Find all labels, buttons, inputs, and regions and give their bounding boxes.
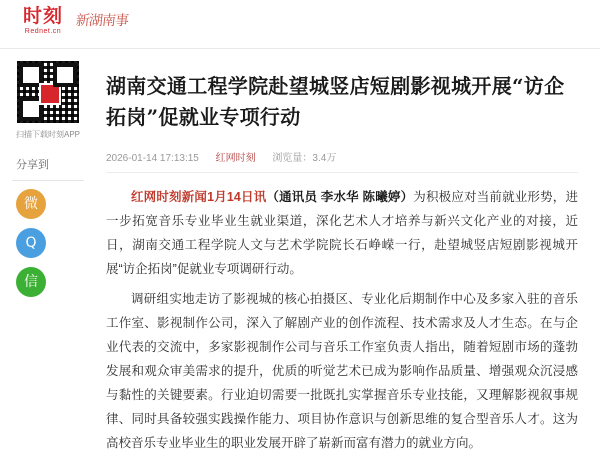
logo-main-text: 时刻 <box>22 5 63 27</box>
paragraph-text: 调研组实地走访了影视城的核心拍摄区、专业化后期制作中心及多家入驻的音乐工作室、影视制作公司，深入了解剧产业的创作流程、技术需求及人才生态。在与企业代表的交流中，多家影视制作公司与音乐工作室负责人指出，随着短剧市场的蓬勃发展和观众审美需求的提升，优质的听觉艺术已成为影响作品质量、增强观众沉浸感与黏性的关键要素。行业迫切需要一批既扎实掌握音乐专业技能，又理解影视叙事规律、同时具备较强实践操作能力、项目协作意识与创新思维的复合型音乐人才。这为高校音乐专业毕业生的职业发展开辟了崭新而富有潜力的就业方向。 <box>106 292 578 450</box>
paragraph-byline: （通讯员 李水华 陈曦婷） <box>266 190 414 204</box>
sidebar <box>0 49 96 461</box>
page-title: 湖南交通工程学院赴望城竖店短剧影视城开展“访企拓岗”促就业专项行动 <box>106 74 565 129</box>
logo-sub-text: Rednet.cn <box>24 28 62 35</box>
site-logo[interactable] <box>12 6 74 36</box>
share-wechat-button[interactable] <box>16 267 46 297</box>
brush-calligraphy-icon <box>76 10 136 36</box>
paragraph-lead: 红网时刻新闻1月14日讯 <box>131 190 267 204</box>
brush-mark-text: 新湖南事 <box>75 13 129 29</box>
article-meta <box>106 149 578 173</box>
paragraph-text: 为积极应对当前就业形势，进一步拓宽音乐专业毕业生就业渠道，深化艺术人才培养与新兴文化产业的对接，近日，湖南交通工程学院人文与艺术学院院长石峥嵘一行，赴望城竖店短剧影视城开展“访企拓岗”促就业专项调研行动。 <box>106 190 578 276</box>
article-paragraph <box>106 287 578 455</box>
site-header <box>0 0 600 49</box>
share-divider <box>12 180 84 181</box>
article-datetime: 2026-01-14 17:13:15 <box>106 153 199 164</box>
share-weibo-button[interactable] <box>16 189 46 219</box>
share-icons <box>16 189 96 297</box>
share-label: 分享到 <box>16 159 49 171</box>
wechat-icon: 信 <box>24 274 38 290</box>
qr-caption: 扫描下载时刻APP <box>15 130 80 139</box>
page-body <box>0 49 600 461</box>
weibo-icon: 微 <box>24 196 38 212</box>
article-paragraph <box>106 185 578 281</box>
article-source: 红网时刻 <box>215 153 256 164</box>
article-content <box>96 49 600 461</box>
share-qq-button[interactable] <box>16 228 46 258</box>
qr-code-icon <box>15 59 81 125</box>
qr-center-icon <box>39 83 61 105</box>
qq-penguin-icon: Q <box>25 235 37 251</box>
article-views: 浏览量：3.4万 <box>272 153 337 164</box>
